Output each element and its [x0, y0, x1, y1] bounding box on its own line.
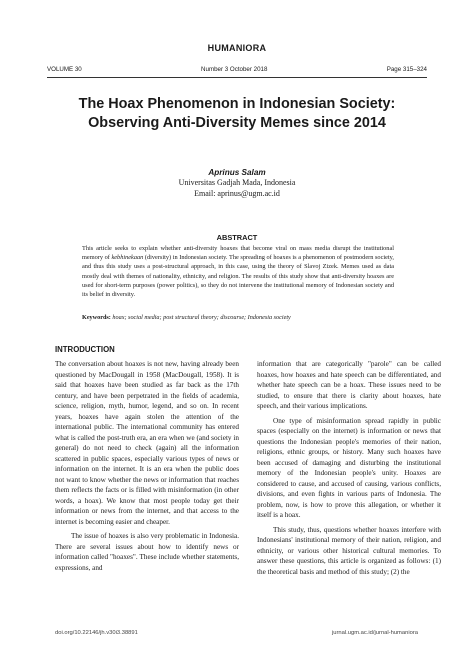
abstract-text-part-1: This article seeks to explain whether anti-diversity hoaxes that become viral on mass media disrupt the institutional memory of	[82, 245, 394, 262]
body-paragraph: The issue of hoaxes is also very problematic in Indonesia. There are several issues about how to identify news or information called "hoaxes". These include whether statements, expressions, and	[55, 532, 239, 572]
article-title	[0, 95, 474, 133]
body-paragraph: information that are categorically "parole" can be called hoaxes, how hoaxes and hate speech can be differentiated, and whether hate speech can be a hoax. These issues need to be studied, to ensure that there is clarity about hoaxes, hate speech, and their various implications.	[257, 360, 441, 410]
left-column	[55, 359, 239, 573]
page-range-label: Page 315–324	[386, 66, 427, 73]
keywords-label: Keywords:	[82, 314, 111, 321]
journal-name: HUMANIORA	[207, 43, 267, 53]
issue-meta-bar	[47, 66, 427, 73]
abstract-term: kebhinekaan	[111, 254, 144, 262]
page-footer	[55, 630, 418, 636]
body-paragraph: One type of misinformation spread rapidly in public spaces (especially on the internet) is information or news that questions the Indonesian people's memories of their nation, religions, ethnic groups, or history. Many such hoaxes have been accused of damaging and disturbing the institutional memory of the Indonesian people's unity. Hoaxes are considered to cause, and accused of causing, various conflicts, divisions, and even fights in various parts of Indonesia. The problem, now, is how to prove this allegation, or whether it itself is a hoax.	[257, 416, 441, 519]
volume-label: VOLUME 30	[47, 66, 82, 73]
author-name: Aprinus Salam	[208, 168, 266, 177]
introduction-heading: INTRODUCTION	[55, 345, 115, 354]
right-column	[257, 359, 441, 577]
body-paragraph: This study, thus, questions whether hoaxes interfere with Indonesians' institutional memory of their nation, religion, and ethnicity, or various other historical cultural memories. To answer these questions, this article is organized as follows: (1) the theoretical basis and method of this study; (2) the	[257, 525, 441, 576]
keywords	[82, 313, 394, 322]
abstract-text-part-2: (diversity) in Indonesian society. The spreading of hoaxes is a phenomenon of postmodern society, and thus this study uses a post-structural approach, in this case, using the theory of Slavoj Zizek. Memes used as data mostly deal with themes of nationality, ethnicity, and religion. The results of this study show that anti-diversity hoaxes are used for short-term purposes (power politics), so they do not intervene the institutional memory of Indonesian society and its belief in diversity.	[82, 254, 394, 299]
journal-url-link[interactable]: jurnal.ugm.ac.id/jurnal-humaniora	[331, 630, 418, 636]
author-email: Email: aprinus@ugm.ac.id	[194, 188, 280, 198]
article-title-line-2: Observing Anti-Diversity Memes since 2014	[88, 115, 386, 131]
author-block	[0, 167, 474, 199]
header-divider	[47, 77, 427, 78]
author-affiliation: Universitas Gadjah Mada, Indonesia	[178, 178, 296, 187]
issue-label: Number 3 October 2018	[201, 66, 268, 73]
abstract-text	[82, 244, 394, 299]
abstract-heading: ABSTRACT	[216, 233, 258, 242]
article-title-line-1: The Hoax Phenomenon in Indonesian Society:	[78, 96, 396, 112]
body-paragraph: The conversation about hoaxes is not new, having already been questioned by MacDougall in 1958 (MacDougall, 1958). It is said that hoaxes have been studied as far back as the 17th century, and have been perpetrated in the fields of academia, science, religion, myth, humor, legend, and so on. In recent years, hoaxes have again stolen the attention of the international public. The international community has entered what is called the post-truth era, an era when we (and society in general) do not need to check (again) all the information scattered in public spaces, especially various types of news or information on the internet. It is an era when the public does not want to know whether the news or information that reaches them reflects the facts or is filled with misinformation (in other words, a hoax). We know that most people today get their information or news from the internet, and that access to the internet is becoming easier and cheaper.	[55, 360, 239, 526]
doi-link[interactable]: doi.org/10.22146/jh.v30i3.38891	[55, 630, 138, 636]
keywords-list: hoax; social media; post structural theory; discourse; Indonesia society	[112, 314, 291, 321]
